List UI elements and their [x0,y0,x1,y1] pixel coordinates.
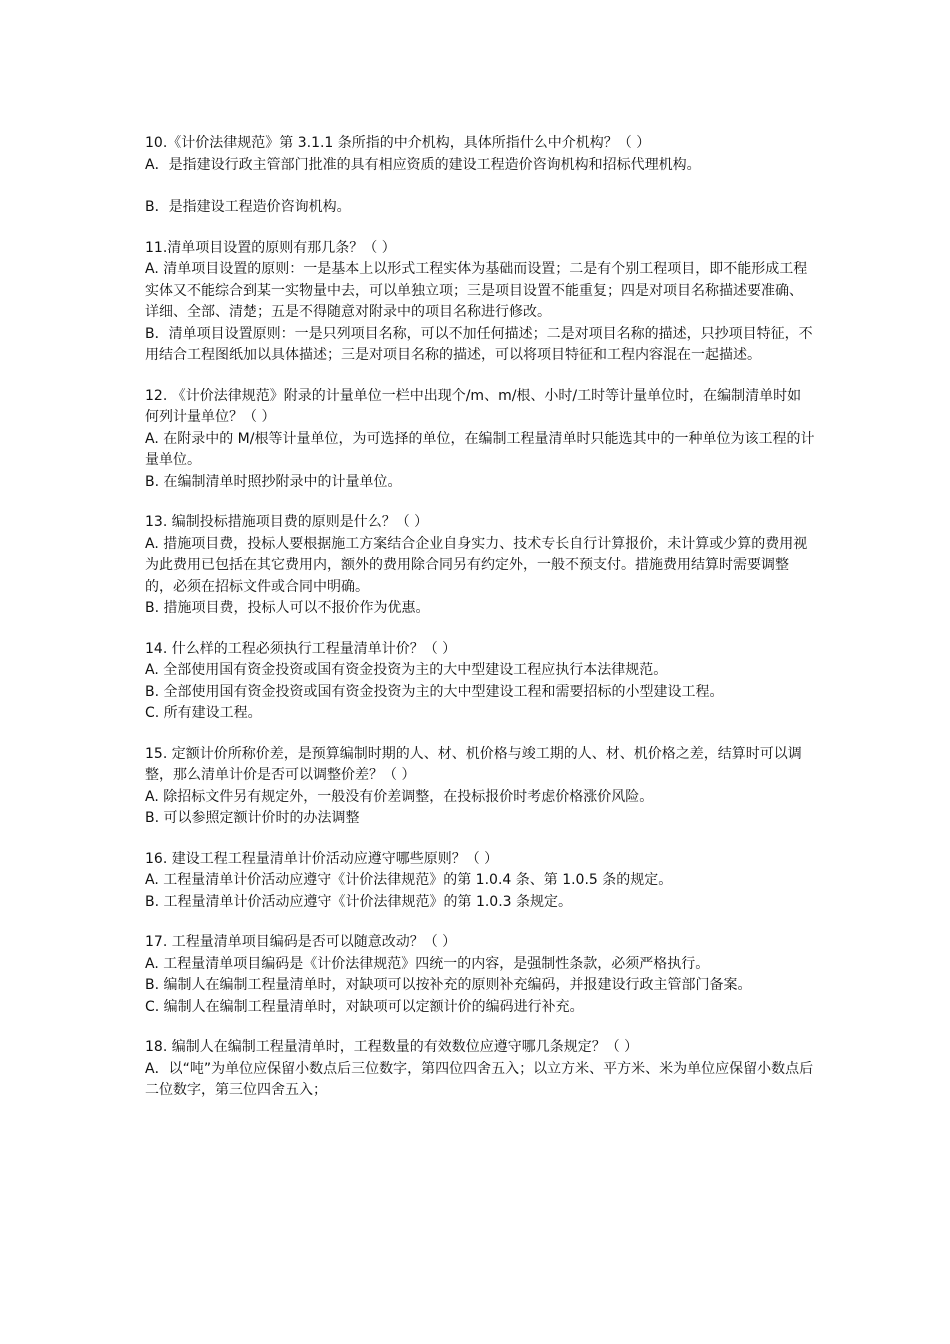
question-stem: 17. 工程量清单项目编码是否可以随意改动？（ ） [145,934,457,950]
option-b: B．是指建设工程造价咨询机构。 [145,199,351,215]
question-17 [145,932,815,1018]
question-stem: 16. 建设工程工程量清单计价活动应遵守哪些原则？（ ） [145,850,499,867]
option-a: A．是指建设行政主管部门批准的具有相应资质的建设工程造价咨询机构和招标代理机构。 [145,156,701,173]
question-12 [145,386,815,494]
option-a: A. 工程量清单计价活动应遵守《计价法律规范》的第 1.0.4 条、第 1.0.5 条的规定。 [145,872,673,888]
question-stem: 11.清单项目设置的原则有那几条？（ ） [145,239,396,256]
option-b: B. 工程量清单计价活动应遵守《计价法律规范》的第 1.0.3 条规定。 [145,893,573,910]
question-14 [145,639,815,725]
option-a: A. 措施项目费，投标人要根据施工方案结合企业自身实力、技术专长自行计算报价，未计算或少算的费用视为此费用已包括在其它费用内，额外的费用除合同另有约定外，一般不预支付。措施费用结算时需要调整的，必须在招标文件或合同中明确。 [145,535,808,595]
question-16 [145,849,815,914]
option-b: B. 编制人在编制工程量清单时，对缺项可以按补充的原则补充编码，并报建设行政主管部门备案。 [145,977,752,993]
question-15 [145,744,815,830]
option-a: A．以“吨”为单位应保留小数点后三位数字，第四位四舍五入；以立方米、平方米、米为单位应保留小数点后二位数字，第三位四舍五入； [145,1060,814,1098]
option-b: B. 在编制清单时照抄附录中的计量单位。 [145,473,402,490]
option-a: A. 全部使用国有资金投资或国有资金投资为主的大中型建设工程应执行本法律规范。 [145,662,668,678]
question-stem: 15. 定额计价所称价差，是预算编制时期的人、材、机价格与竣工期的人、材、机价格之差，结算时可以调整，那么清单计价是否可以调整价差？（ ） [145,745,802,783]
document-page [145,133,815,1121]
question-stem: 14. 什么样的工程必须执行工程量清单计价？（ ） [145,640,457,657]
option-b: B．清单项目设置原则：一是只列项目名称，可以不加任何描述；二是对项目名称的描述，只抄项目特征，不用结合工程图纸加以具体描述；三是对项目名称的描述，可以将项目特征和工程内容混在一起描述。 [145,325,813,363]
question-stem: 10.《计价法律规范》第 3.1.1 条所指的中介机构，具体所指什么中介机构？（ ） [145,135,651,151]
option-b: B. 全部使用国有资金投资或国有资金投资为主的大中型建设工程和需要招标的小型建设工程。 [145,683,724,700]
question-11 [145,238,815,367]
question-18 [145,1037,815,1102]
option-a: A. 清单项目设置的原则：一是基本上以形式工程实体为基础而设置；二是有个别工程项目，即不能形成工程实体又不能综合到某一实物量中去，可以单独立项；三是项目设置不能重复；四是对项目名称描述要准确、详细、全部、清楚；五是不得随意对附录中的项目名称进行修改。 [145,261,808,320]
option-a: A. 在附录中的 M/根等计量单位，为可选择的单位，在编制工程量清单时只能选其中的一种单位为该工程的计量单位。 [145,430,815,468]
question-10 [145,133,815,219]
option-c: C. 所有建设工程。 [145,705,262,721]
question-stem: 18. 编制人在编制工程量清单时，工程数量的有效数位应遵守哪几条规定？（ ） [145,1039,639,1055]
option-a: A. 工程量清单项目编码是《计价法律规范》四统一的内容，是强制性条款，必须严格执行。 [145,955,710,972]
question-13 [145,512,815,620]
question-stem: 12. 《计价法律规范》附录的计量单位一栏中出现个/m、m/根、小时/工时等计量单位时，在编制清单时如何列计量单位？（ ） [145,387,802,425]
option-b: B. 措施项目费，投标人可以不报价作为优惠。 [145,600,430,616]
option-c: C. 编制人在编制工程量清单时，对缺项可以定额计价的编码进行补充。 [145,998,584,1015]
option-b: B. 可以参照定额计价时的办法调整 [145,810,360,826]
option-a: A. 除招标文件另有规定外，一般没有价差调整，在投标报价时考虑价格涨价风险。 [145,788,654,805]
question-stem: 13. 编制投标措施项目费的原则是什么？（ ） [145,514,429,530]
